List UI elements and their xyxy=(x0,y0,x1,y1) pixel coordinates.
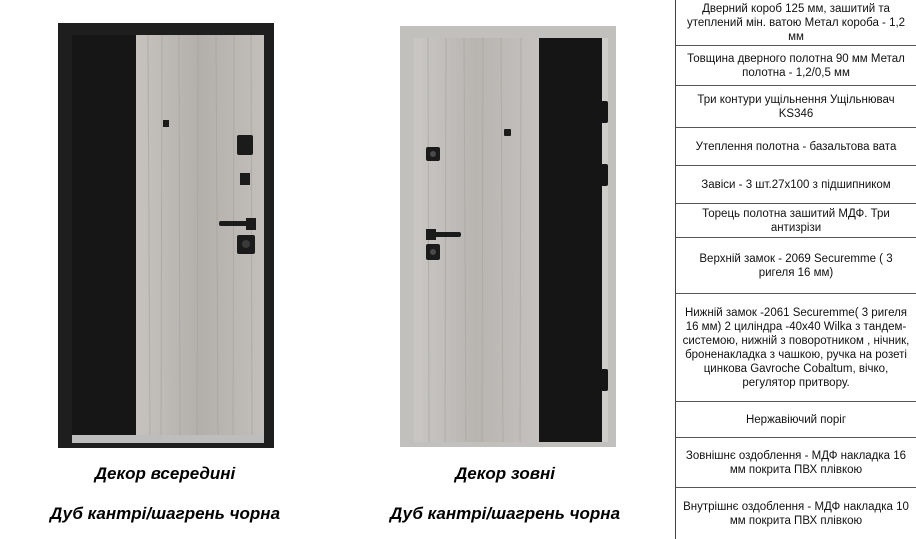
threshold xyxy=(72,435,264,443)
right-caption-title: Декор зовні xyxy=(455,464,555,483)
black-stripe xyxy=(539,38,602,442)
spec-row-hinges: Завіси - 3 шт.27х100 з підшипником xyxy=(676,166,916,204)
spec-row-outer-finish: Зовнішнє оздоблення - МДФ накладка 16 мм покрита ПВХ плівкою xyxy=(676,438,916,488)
spec-row-upper-lock: Верхній замок - 2069 Securemme ( 3 ригеля 16 мм) xyxy=(676,238,916,294)
spec-row-frame: Дверний короб 125 мм, зашитий та утеплений мін. ватою Метал короба - 1,2 мм xyxy=(676,0,916,46)
spec-row-seals: Три контури ущільнення Ущільнювач KS346 xyxy=(676,86,916,128)
specs-table xyxy=(675,0,916,539)
peephole xyxy=(504,129,511,136)
spec-row-leaf: Товщина дверного полотна 90 мм Метал полотна - 1,2/0,5 мм xyxy=(676,46,916,86)
left-caption-title: Декор всередині xyxy=(94,464,236,483)
lock-upper xyxy=(237,135,253,155)
door-handle xyxy=(219,221,249,226)
peephole xyxy=(163,120,169,127)
door-inside-image xyxy=(58,23,274,448)
door-handle xyxy=(431,232,461,237)
right-caption-finish: Дуб кантрі/шагрень чорна xyxy=(389,504,621,523)
door-outside-image xyxy=(400,26,616,447)
spec-row-insulation: Утеплення полотна - базальтова вата xyxy=(676,128,916,166)
door-leaf-black xyxy=(72,35,136,435)
hinge-top xyxy=(601,101,608,123)
spec-row-edge: Торець полотна зашитий МДФ. Три антизрізи xyxy=(676,204,916,238)
hinge-middle xyxy=(601,164,608,186)
spec-row-lower-lock: Нижній замок -2061 Securemme( 3 ригеля 16 мм) 2 циліндра -40х40 Wilka з тандем-системою, нижній з поворотником , нічник, броненакладка з чашкою, ручка на розеті цинкова Gavroche Cobaltum, вічко, регулятор притвору. xyxy=(676,294,916,402)
hinge-bottom xyxy=(601,369,608,391)
night-latch xyxy=(240,173,250,185)
left-caption-finish: Дуб кантрі/шагрень чорна xyxy=(49,504,281,523)
spec-row-threshold: Нержавіючий поріг xyxy=(676,402,916,438)
spec-row-inner-finish: Внутрішнє оздоблення - МДФ накладка 10 мм покрита ПВХ плівкою xyxy=(683,500,909,527)
